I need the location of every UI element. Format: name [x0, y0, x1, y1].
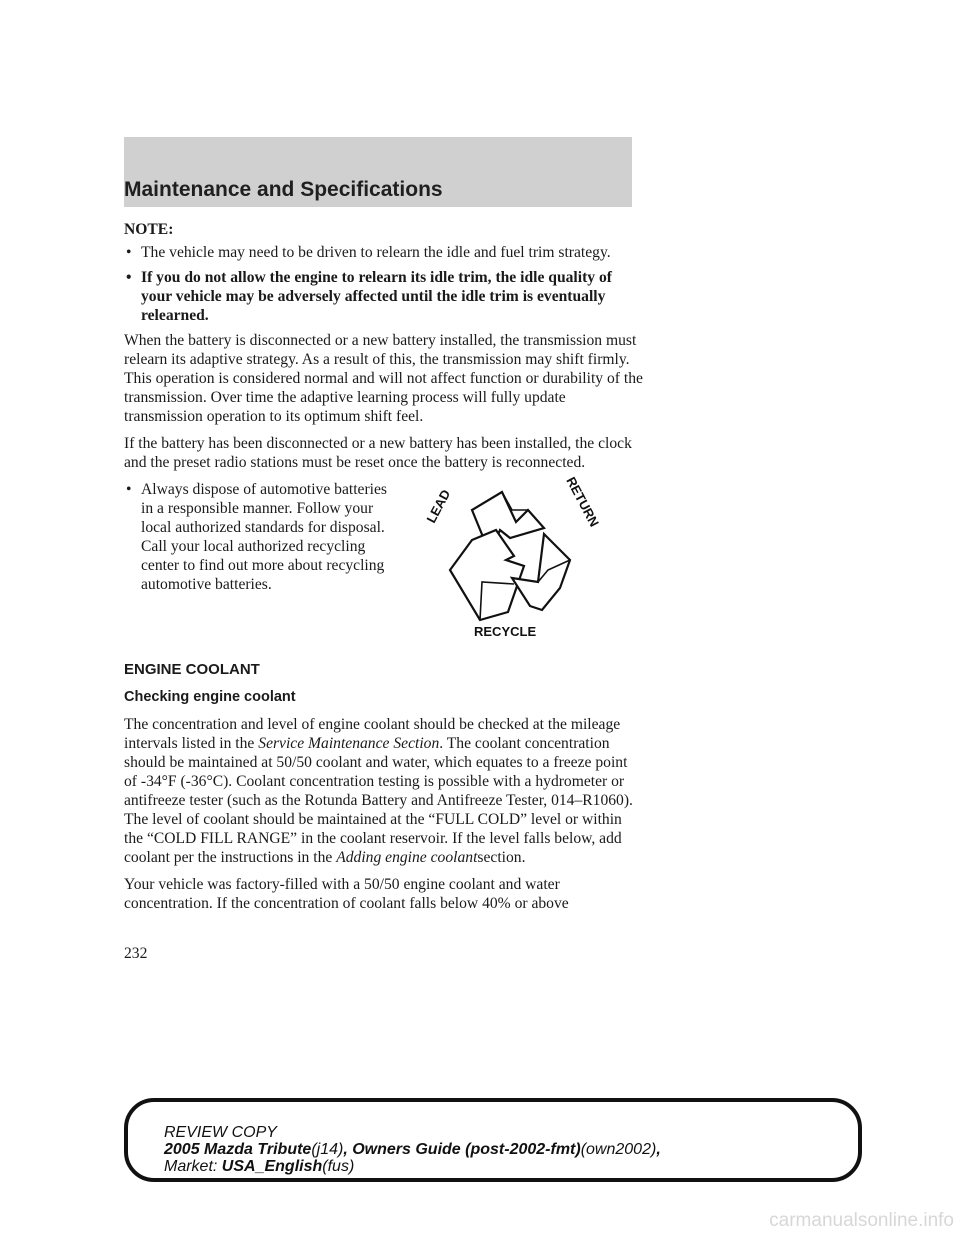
transmission-paragraph: When the battery is disconnected or a new battery installed, the transmission must relearn its adaptive strategy. As a result of this, the transmission may shift firmly. This operation is considered normal and will not affect function or durability of the transmission. Over time the adaptive learning process will fully update transmission operation to its optimum shift feel. — [124, 332, 643, 425]
coolant-text: . The coolant concentration should be maintained at 50/50 coolant and water, which equates to a freeze point of -34°F (-36°C). Coolant concentration testing is possible with a hydrometer or antifreeze tester (such as the Rotunda Battery and Antifreeze Tester, 014–R1060). The level of coolant should be maintained at the “FULL COLD” level or within the “COLD FILL RANGE” in the coolant reservoir. If the level falls below, add coolant per the instructions in the — [124, 735, 633, 866]
recycle-label: RECYCLE — [474, 624, 537, 639]
checking-coolant-subheading: Checking engine coolant — [124, 689, 296, 705]
review-guide: , Owners Guide (post-2002-fmt) — [343, 1141, 581, 1158]
service-maintenance-reference: Service Maintenance Section — [258, 735, 440, 752]
coolant-paragraph-1 — [124, 715, 644, 867]
coolant-text: The concentration and level of engine coolant should be checked at the mileage intervals listed in the — [124, 716, 621, 752]
page-content — [124, 220, 644, 921]
engine-coolant-heading: ENGINE COOLANT — [124, 661, 260, 678]
note-bullet-2-text: If you do not allow the engine to relearn its idle trim, the idle quality of your vehicle may be adversely affected until the idle trim is eventually relearned. — [141, 269, 612, 324]
section-title: Maintenance and Specifications — [124, 178, 443, 201]
review-market-code: (fus) — [322, 1158, 355, 1175]
review-market-label: Market: — [164, 1158, 218, 1175]
dispose-bullet — [124, 480, 399, 594]
lead-recycle-icon — [420, 470, 620, 640]
battery-disposal-row — [124, 474, 644, 650]
review-guide-code: (own2002) — [580, 1141, 657, 1158]
coolant-paragraph-2: Your vehicle was factory-filled with a 50/50 engine coolant and water concentration. If the concentration of coolant falls below 40% or above — [124, 876, 569, 912]
note-bullet-1-text: The vehicle may need to be driven to relearn the idle and fuel trim strategy. — [141, 244, 611, 261]
note-label: NOTE: — [124, 221, 174, 238]
review-model: 2005 Mazda Tribute — [164, 1141, 312, 1158]
page-number: 232 — [124, 945, 148, 962]
recycle-arrow-left — [450, 530, 524, 620]
review-line-3 — [164, 1158, 864, 1175]
coolant-text: section. — [477, 849, 526, 866]
review-model-code: (j14) — [311, 1141, 344, 1158]
review-market: USA_English — [221, 1158, 323, 1175]
note-bullet-2 — [124, 268, 644, 325]
section-header-band — [124, 137, 632, 207]
dispose-bullet-text: Always dispose of automotive batteries in a responsible manner. Follow your local authorized standards for disposal. Call your local authorized recycling center to find out more about recycling automotive batteries. — [141, 481, 387, 593]
lead-label: LEAD — [423, 487, 454, 526]
review-comma: , — [656, 1141, 661, 1158]
battery-reset-paragraph: If the battery has been disconnected or a new battery has been installed, the clock and the preset radio stations must be reset once the battery is reconnected. — [124, 435, 632, 471]
note-bullet-1 — [124, 243, 644, 262]
review-line-2 — [164, 1141, 864, 1158]
bullet-dot: • — [126, 481, 132, 498]
adding-coolant-reference: Adding engine coolant — [336, 849, 478, 866]
return-label: RETURN — [563, 474, 603, 530]
bullet-dot: • — [126, 244, 132, 261]
review-copy-text — [164, 1124, 864, 1175]
watermark: carmanualsonline.info — [769, 1210, 954, 1231]
review-line-1: REVIEW COPY — [164, 1124, 277, 1141]
bullet-dot: • — [126, 269, 132, 286]
